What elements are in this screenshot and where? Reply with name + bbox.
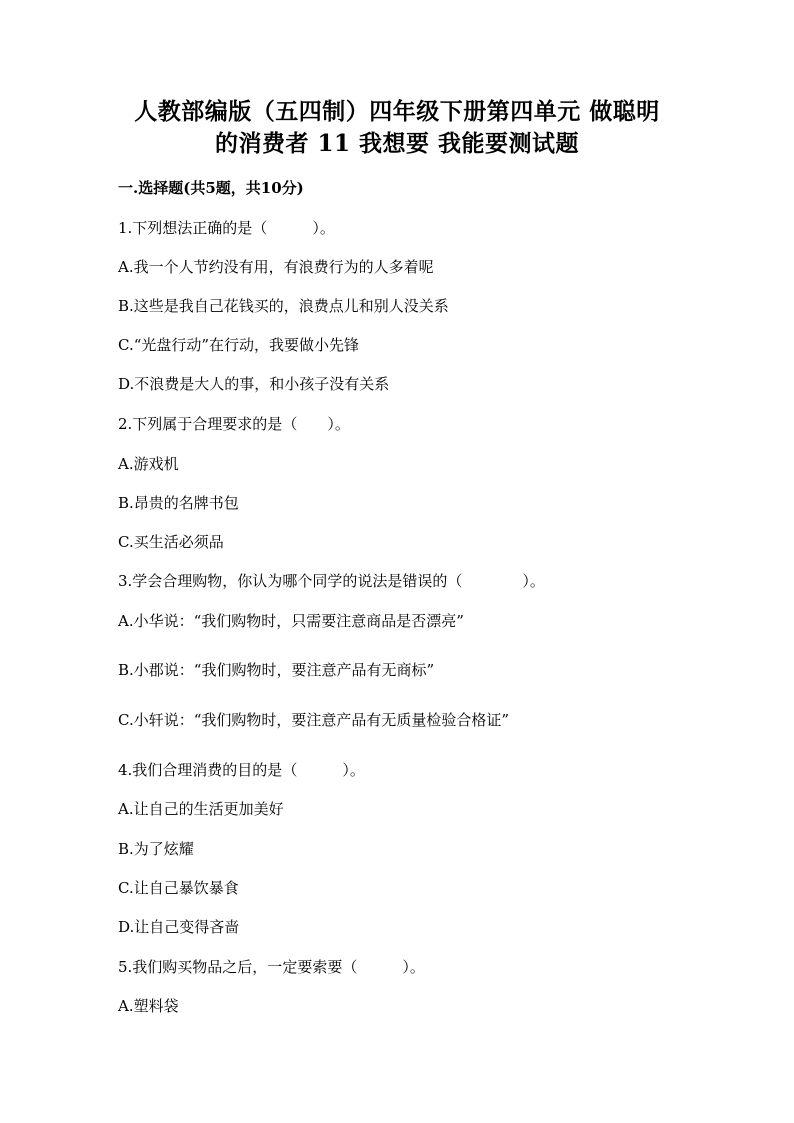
question-5-option-a: A.塑料袋 xyxy=(118,997,179,1015)
document-title-line-1: 人教部编版（五四制）四年级下册第四单元 做聪明 xyxy=(134,98,660,125)
question-4-option-c: C.让自己暴饮暴食 xyxy=(118,879,239,897)
question-2-stem: 2.下列属于合理要求的是（ ）。 xyxy=(118,415,350,433)
section-heading: 一.选择题(共5题，共10分) xyxy=(118,179,304,197)
question-5-stem: 5.我们购买物品之后，一定要索要（ ）。 xyxy=(118,958,425,976)
question-3-option-a: A.小华说：“我们购物时，只需要注意商品是否漂亮” xyxy=(118,612,464,630)
question-4-option-b: B.为了炫耀 xyxy=(118,840,194,858)
question-4-stem: 4.我们合理消费的目的是（ ）。 xyxy=(118,761,365,779)
question-2-option-a: A.游戏机 xyxy=(118,455,179,473)
question-1-option-a: A.我一个人节约没有用，有浪费行为的人多着呢 xyxy=(118,258,434,276)
question-1-stem: 1.下列想法正确的是（ ）。 xyxy=(118,219,335,237)
question-2-option-c: C.买生活必须品 xyxy=(118,533,224,551)
question-1-option-d: D.不浪费是大人的事，和小孩子没有关系 xyxy=(118,375,390,393)
question-4-option-a: A.让自己的生活更加美好 xyxy=(118,800,284,818)
document-title-line-2: 的消费者 11 我想要 我能要测试题 xyxy=(214,130,580,157)
question-3-option-c: C.小轩说：“我们购物时，要注意产品有无质量检验合格证” xyxy=(118,711,510,729)
question-2-option-b: B.昂贵的名牌书包 xyxy=(118,494,239,512)
question-3-option-b: B.小郡说：“我们购物时，要注意产品有无商标” xyxy=(118,661,435,679)
question-4-option-d: D.让自己变得吝啬 xyxy=(118,918,240,936)
question-1-option-b: B.这些是我自己花钱买的，浪费点儿和别人没关系 xyxy=(118,297,449,315)
question-1-option-c: C.“光盘行动”在行动，我要做小先锋 xyxy=(118,336,360,354)
question-3-stem: 3.学会合理购物，你认为哪个同学的说法是错误的（ ）。 xyxy=(118,572,545,590)
